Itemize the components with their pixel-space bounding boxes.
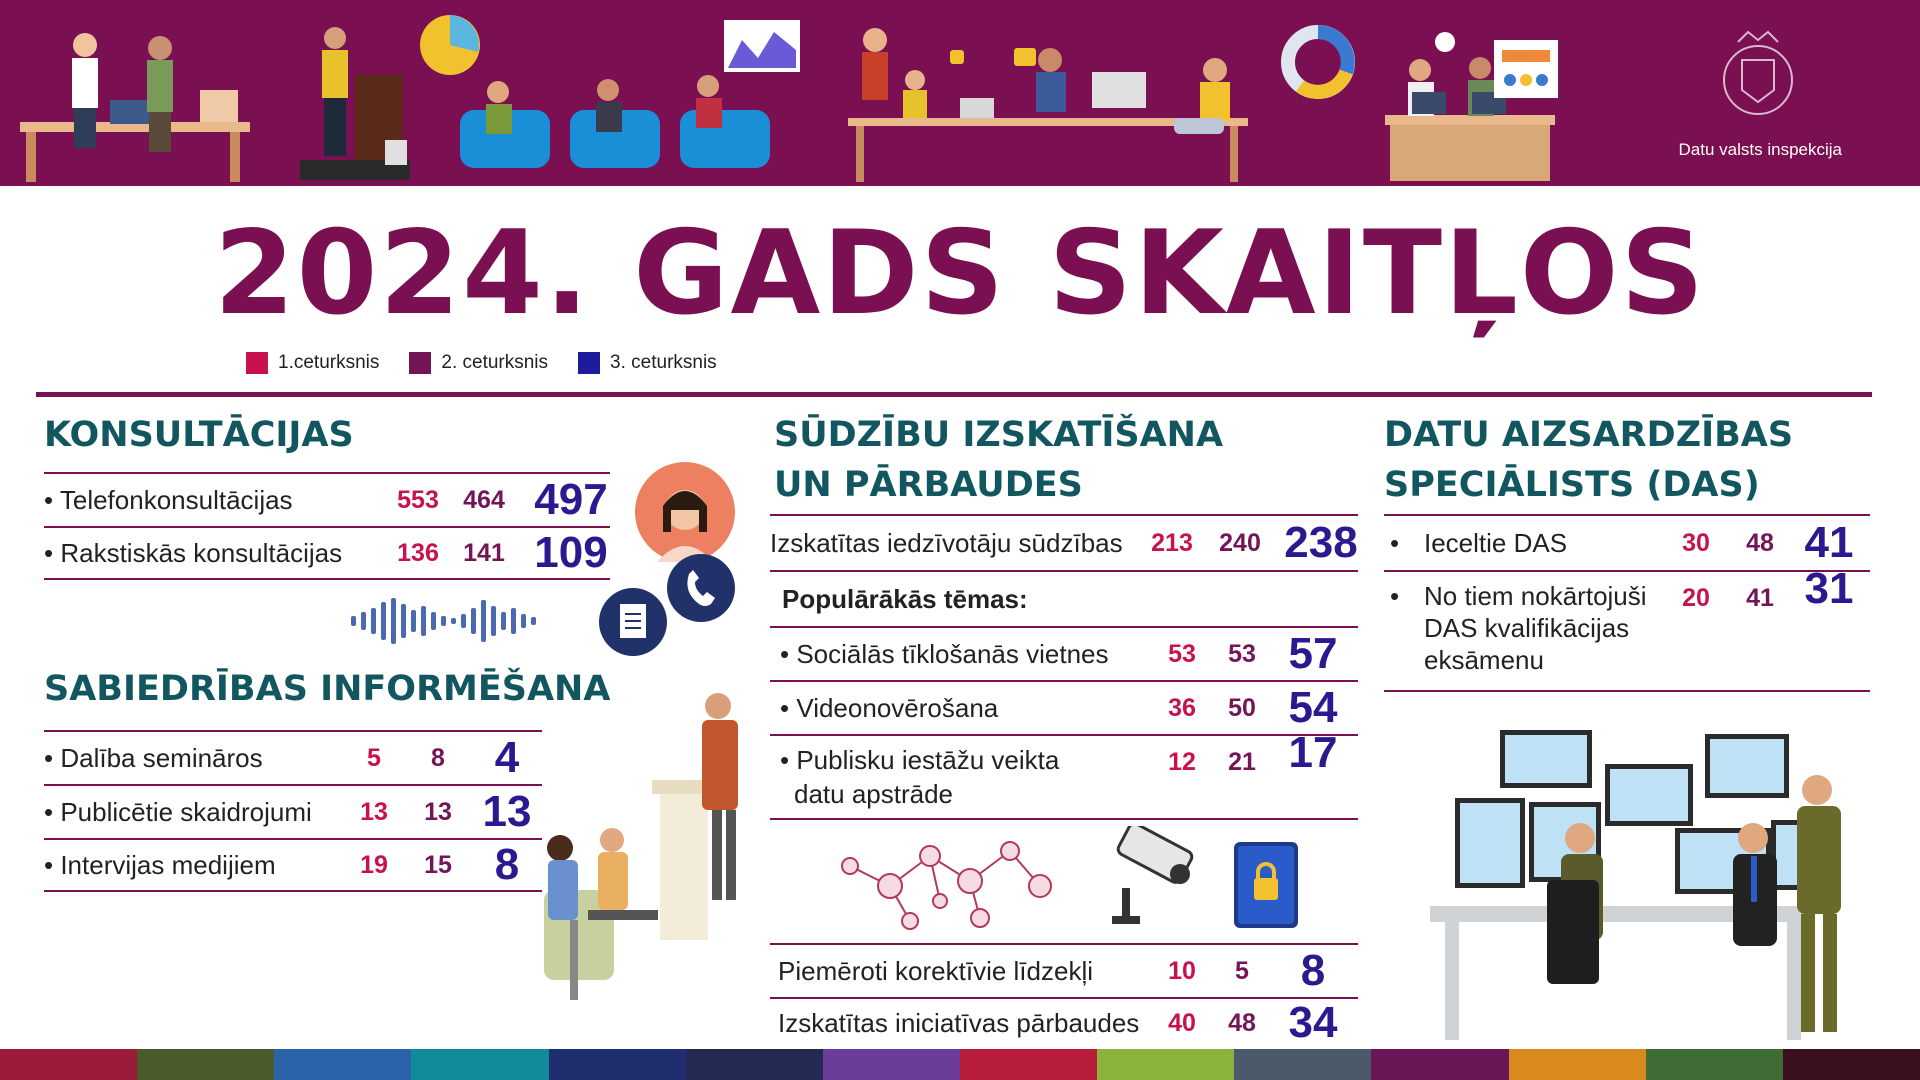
q3-value: 8 [1300, 946, 1326, 995]
q3-value: 34 [1288, 998, 1338, 1047]
dpo-title-line1: DATU AIZSARDZĪBAS [1384, 415, 1794, 455]
q2-value: 53 [1228, 639, 1256, 668]
q3-value: 4 [494, 733, 520, 782]
legend-swatch-q2 [409, 352, 431, 374]
color-stripe [274, 1049, 411, 1080]
legend-item-q2 [409, 352, 548, 374]
row-label-line3: eksāmenu [1424, 645, 1544, 675]
legend-swatch-q1 [246, 352, 268, 374]
popular-topics-heading [770, 570, 1358, 626]
color-stripe [0, 1049, 137, 1080]
phone-icon [667, 554, 735, 622]
q1-value: 20 [1682, 584, 1710, 612]
bottom-color-bar [0, 1049, 1920, 1080]
color-stripe [960, 1049, 1097, 1080]
q1-value: 36 [1168, 693, 1196, 722]
q3-value: 57 [1288, 629, 1338, 678]
q3-value: 54 [1288, 683, 1338, 732]
legend-item-q1 [246, 352, 379, 374]
legend-swatch-q3 [578, 352, 600, 374]
complaints-title-line2: UN PĀRBAUDES [774, 465, 1083, 505]
legend-label-q1: 1.ceturksnis [278, 352, 380, 373]
color-stripe [549, 1049, 686, 1080]
q3-value: 238 [1284, 518, 1358, 567]
title-divider [36, 392, 1872, 397]
public-info-row-interviews [44, 838, 542, 892]
color-stripe [411, 1049, 548, 1080]
color-stripe [1234, 1049, 1371, 1080]
bullet-icon: • [1390, 527, 1400, 558]
legend-label-q3: 3. ceturksnis [610, 352, 717, 373]
q1-value: 5 [367, 743, 381, 772]
q1-value: 30 [1682, 528, 1710, 557]
q2-value: 8 [431, 743, 445, 772]
q1-value: 53 [1168, 639, 1196, 668]
seminar-illustration [530, 680, 760, 1040]
lock-icon [1234, 842, 1298, 928]
row-label: Ieceltie DAS [1424, 527, 1568, 558]
q1-value: 13 [360, 797, 388, 826]
public-info-title: SABIEDRĪBAS INFORMĒŠANA [44, 669, 611, 709]
row-label: Izskatītas iedzīvotāju sūdzības [770, 527, 1123, 558]
q1-value: 40 [1168, 1008, 1196, 1037]
complaints-title-line1: SŪDZĪBU IZSKATĪŠANA [774, 415, 1224, 455]
legend [246, 352, 717, 374]
legend-label-q2: 2. ceturksnis [441, 352, 549, 373]
page-title: 2024. GADS SKAITĻOS [213, 206, 1707, 341]
q1-value: 136 [397, 538, 439, 567]
dpo-title-line2: SPECIĀLISTS (DAS) [1384, 465, 1760, 505]
public-info-row-explanations [44, 784, 542, 838]
office-illustration [0, 0, 1920, 186]
q2-value: 21 [1228, 748, 1256, 776]
q2-value: 141 [463, 538, 505, 567]
topic-row-public-institutions [770, 728, 1358, 820]
row-label: Izskatītas iniciatīvas pārbaudes [778, 1007, 1140, 1038]
cctv-camera-icon [1112, 826, 1194, 924]
row-label: • Telefonkonsultācijas [44, 484, 293, 515]
social-network-icon [842, 842, 1051, 929]
q2-value: 240 [1219, 528, 1261, 557]
color-stripe [1646, 1049, 1783, 1080]
q3-value: 17 [1288, 728, 1338, 777]
q3-value: 8 [494, 840, 520, 889]
header-banner [0, 0, 1920, 186]
q2-value: 15 [424, 850, 452, 879]
row-label: • Intervijas medijiem [44, 849, 276, 880]
color-stripe [137, 1049, 274, 1080]
row-label: • Rakstiskās konsultācijas [44, 537, 343, 568]
dpo-row-exam [1384, 564, 1870, 692]
sound-wave-icon [351, 598, 536, 644]
q2-value: 13 [424, 797, 452, 826]
q2-value: 41 [1746, 584, 1774, 612]
public-info-row-seminars [44, 730, 542, 784]
q3-value: 41 [1804, 518, 1854, 567]
color-stripe [1097, 1049, 1234, 1080]
q2-value: 48 [1746, 528, 1774, 557]
q3-value: 13 [482, 787, 532, 836]
q3-value: 31 [1804, 564, 1854, 613]
row-label-line2: DAS kvalifikācijas [1424, 613, 1630, 643]
organization-name: Datu valsts inspekcija [1678, 140, 1842, 159]
row-label-line2: datu apstrāde [794, 779, 954, 809]
row-label: Piemēroti korektīvie līdzekļi [778, 955, 1093, 986]
q2-value: 5 [1235, 956, 1249, 985]
color-stripe [686, 1049, 823, 1080]
row-label: • Videonovērošana [780, 692, 999, 723]
dpo-row-appointed [1384, 514, 1870, 570]
q2-value: 50 [1228, 693, 1256, 722]
consultations-icons [345, 462, 745, 662]
q2-value: 464 [463, 485, 505, 514]
q1-value: 19 [360, 850, 388, 879]
color-stripe [1783, 1049, 1920, 1080]
topic-row-video [770, 680, 1358, 734]
corrective-measures-row [770, 943, 1358, 997]
row-label-line1: No tiem nokārtojuši [1424, 581, 1647, 611]
color-stripe [823, 1049, 960, 1080]
row-label-line1: • Publisku iestāžu veikta [780, 745, 1060, 775]
q1-value: 553 [397, 485, 439, 514]
row-label: • Dalība semināros [44, 742, 263, 773]
legend-item-q3 [578, 352, 717, 374]
complaints-row-citizens [770, 514, 1358, 570]
q1-value: 10 [1168, 956, 1196, 985]
q1-value: 213 [1151, 528, 1193, 557]
own-initiative-inspections-row [770, 997, 1358, 1047]
q2-value: 48 [1228, 1008, 1256, 1037]
color-stripe [1371, 1049, 1508, 1080]
q3-value: 109 [534, 528, 608, 577]
row-label: • Publicētie skaidrojumi [44, 796, 312, 827]
topic-row-social [770, 626, 1358, 680]
topics-heading-label: Populārākās tēmas: [782, 583, 1028, 614]
q3-value: 497 [534, 475, 608, 524]
color-stripe [1509, 1049, 1646, 1080]
complaints-icons [830, 826, 1310, 936]
q1-value: 12 [1168, 748, 1196, 776]
row-label: • Sociālās tīklošanās vietnes [780, 638, 1109, 669]
consultations-title: KONSULTĀCIJAS [44, 415, 354, 455]
monitoring-room-illustration [1425, 728, 1875, 1040]
bullet-icon: • [1390, 581, 1400, 611]
